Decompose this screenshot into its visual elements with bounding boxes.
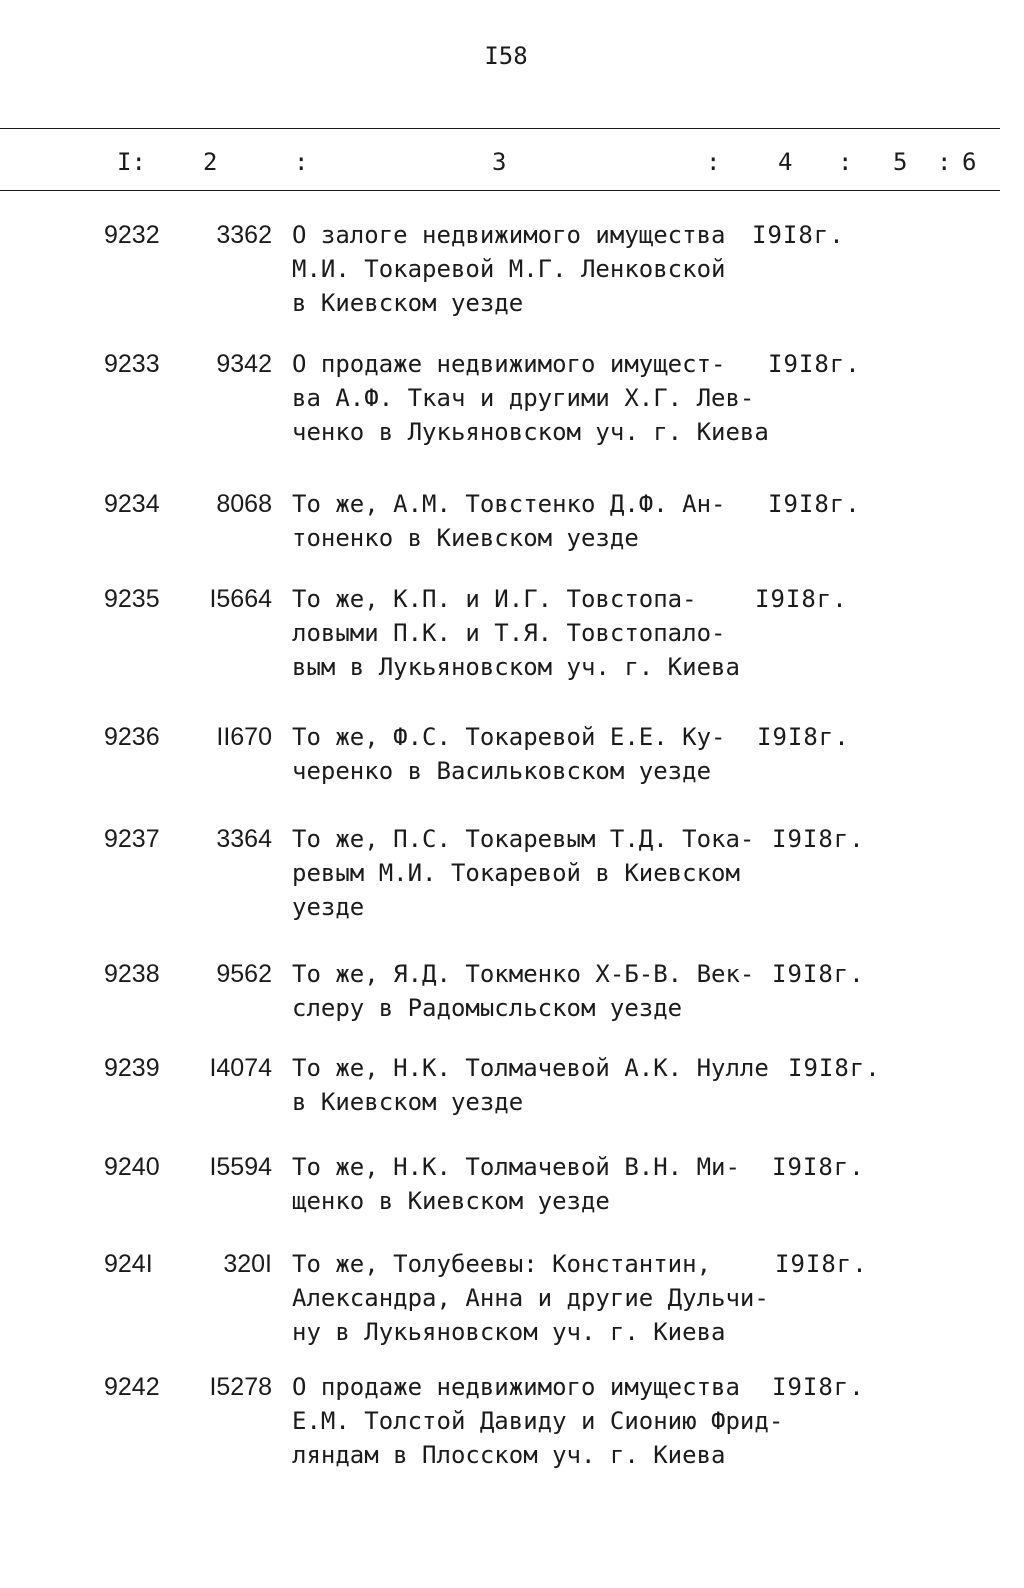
description-line: тоненко в Киевском уезде bbox=[292, 524, 639, 552]
header-bottom-rule bbox=[0, 190, 1000, 191]
record-number: 9232 bbox=[104, 221, 160, 249]
column-separator: : bbox=[294, 148, 309, 176]
record-year: I9I8г. bbox=[757, 723, 850, 751]
old-record-number: I5664 bbox=[209, 585, 272, 613]
record-description bbox=[292, 720, 725, 788]
description-line: в Киевском уезде bbox=[292, 289, 524, 317]
record-number: 9240 bbox=[104, 1153, 160, 1181]
description-line: О продаже недвижимого имущест- bbox=[292, 350, 726, 378]
record-description bbox=[292, 822, 754, 924]
old-record-number: I5594 bbox=[209, 1153, 272, 1181]
column-separator: : bbox=[937, 148, 952, 176]
description-line: ченко в Лукьяновском уч. г. Киева bbox=[292, 418, 769, 446]
description-line: ловыми П.К. и Т.Я. Товстопало- bbox=[292, 619, 726, 647]
record-description bbox=[292, 347, 769, 449]
old-record-number: 8068 bbox=[216, 490, 272, 518]
record-year: I9I8г. bbox=[775, 1250, 868, 1278]
description-line: слеру в Радомысльском уезде bbox=[292, 994, 683, 1022]
description-line: уезде bbox=[292, 893, 365, 921]
description-line: М.И. Токаревой М.Г. Ленковской bbox=[292, 255, 726, 283]
column-separator: : bbox=[706, 148, 721, 176]
record-number: 924I bbox=[104, 1250, 153, 1278]
column-header-5: 5 bbox=[893, 148, 908, 176]
record-number: 9236 bbox=[104, 723, 160, 751]
description-line: То же, П.С. Токаревым Т.Д. Тока- bbox=[292, 825, 755, 853]
column-header-1: I: bbox=[117, 148, 146, 176]
header-top-rule bbox=[0, 128, 1000, 129]
record-year: I9I8г. bbox=[772, 825, 865, 853]
record-number: 9239 bbox=[104, 1054, 160, 1082]
column-header-3: 3 bbox=[492, 148, 507, 176]
record-year: I9I8г. bbox=[772, 1153, 865, 1181]
old-record-number: 9562 bbox=[216, 960, 272, 988]
description-line: вым в Лукьяновском уч. г. Киева bbox=[292, 653, 740, 681]
description-line: То же, Н.К. Толмачевой В.Н. Ми- bbox=[292, 1153, 740, 1181]
column-separator: : bbox=[838, 148, 853, 176]
record-description bbox=[292, 1150, 740, 1218]
description-line: О продаже недвижимого имущества bbox=[292, 1373, 740, 1401]
record-year: I9I8г. bbox=[752, 221, 845, 249]
description-line: Е.М. Толстой Давиду и Сионию Фрид- bbox=[292, 1407, 784, 1435]
record-year: I9I8г. bbox=[772, 960, 865, 988]
description-line: То же, Ф.С. Токаревой Е.Е. Ку- bbox=[292, 723, 726, 751]
description-line: ну в Лукьяновском уч. г. Киева bbox=[292, 1318, 726, 1346]
description-line: То же, Толубеевы: Константин, bbox=[292, 1250, 712, 1278]
description-line: То же, Я.Д. Токменко Х-Б-В. Век- bbox=[292, 960, 755, 988]
record-number: 9238 bbox=[104, 960, 160, 988]
record-number: 9233 bbox=[104, 350, 160, 378]
description-line: То же, К.П. и И.Г. Товстопа- bbox=[292, 585, 697, 613]
record-number: 9234 bbox=[104, 490, 160, 518]
record-description bbox=[292, 487, 725, 555]
record-year: I9I8г. bbox=[772, 1373, 865, 1401]
old-record-number: I5278 bbox=[209, 1373, 272, 1401]
old-record-number: I4074 bbox=[209, 1054, 272, 1082]
old-record-number: 3362 bbox=[216, 221, 272, 249]
record-description bbox=[292, 1370, 783, 1472]
record-description bbox=[292, 218, 725, 320]
description-line: То же, А.М. Товстенко Д.Ф. Ан- bbox=[292, 490, 726, 518]
page-number: I58 bbox=[484, 42, 528, 70]
record-number: 9237 bbox=[104, 825, 160, 853]
description-line: в Киевском уезде bbox=[292, 1088, 524, 1116]
column-header-4: 4 bbox=[778, 148, 793, 176]
column-header-6: 6 bbox=[962, 148, 977, 176]
description-line: О залоге недвижимого имущества bbox=[292, 221, 726, 249]
old-record-number: 320I bbox=[223, 1250, 272, 1278]
description-line: черенко в Васильковском уезде bbox=[292, 757, 712, 785]
old-record-number: 9342 bbox=[216, 350, 272, 378]
old-record-number: 3364 bbox=[216, 825, 272, 853]
record-description bbox=[292, 957, 754, 1025]
record-number: 9242 bbox=[104, 1373, 160, 1401]
record-year: I9I8г. bbox=[755, 585, 848, 613]
column-header-2: 2 bbox=[203, 148, 218, 176]
record-description bbox=[292, 1247, 769, 1349]
record-year: I9I8г. bbox=[768, 350, 861, 378]
record-number: 9235 bbox=[104, 585, 160, 613]
record-year: I9I8г. bbox=[788, 1054, 881, 1082]
description-line: То же, Н.К. Толмачевой А.К. Нулле bbox=[292, 1054, 769, 1082]
description-line: щенко в Киевском уезде bbox=[292, 1187, 610, 1215]
old-record-number: II670 bbox=[216, 723, 272, 751]
description-line: ревым М.И. Токаревой в Киевском bbox=[292, 859, 740, 887]
record-description bbox=[292, 1051, 769, 1119]
record-description bbox=[292, 582, 740, 684]
description-line: Александра, Анна и другие Дульчи- bbox=[292, 1284, 769, 1312]
record-year: I9I8г. bbox=[768, 490, 861, 518]
description-line: ляндам в Плосском уч. г. Киева bbox=[292, 1441, 726, 1469]
description-line: ва А.Ф. Ткач и другими Х.Г. Лев- bbox=[292, 384, 755, 412]
